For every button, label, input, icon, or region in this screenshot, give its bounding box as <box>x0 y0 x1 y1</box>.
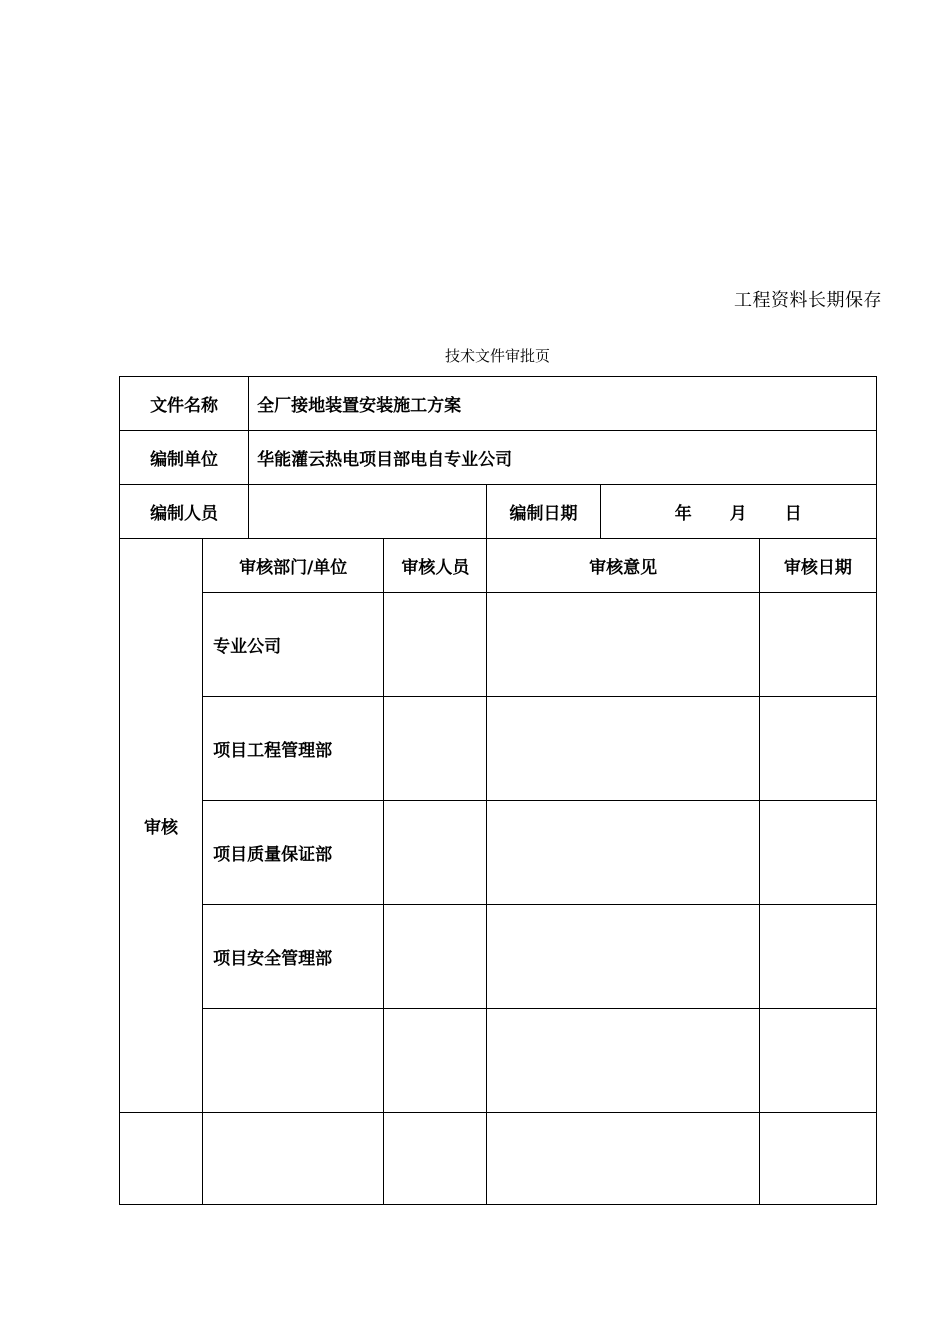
review-row <box>120 801 877 905</box>
review-opinion[interactable] <box>487 905 759 1009</box>
review-person[interactable] <box>384 697 487 801</box>
retention-label: 工程资料长期保存 <box>734 290 882 311</box>
review-person[interactable] <box>384 905 487 1009</box>
review-dept: 专业公司 <box>203 593 384 697</box>
footer-label[interactable] <box>120 1113 203 1205</box>
footer-date[interactable] <box>759 1113 876 1205</box>
review-row <box>120 1009 877 1113</box>
review-opinion[interactable] <box>487 593 759 697</box>
date-day: 日 <box>784 504 802 524</box>
review-opinion[interactable] <box>487 697 759 801</box>
review-date[interactable] <box>759 801 876 905</box>
review-col-date: 审核日期 <box>759 539 876 593</box>
review-row <box>120 593 877 697</box>
review-person[interactable] <box>384 801 487 905</box>
document-title: 技术文件审批页 <box>444 347 550 365</box>
review-dept[interactable] <box>203 1009 384 1113</box>
footer-dept[interactable] <box>203 1113 384 1205</box>
review-opinion[interactable] <box>487 1009 759 1113</box>
review-col-person: 审核人员 <box>384 539 487 593</box>
unit-value[interactable]: 华能灌云热电项目部电自专业公司 <box>249 431 877 485</box>
person-label: 编制人员 <box>120 485 249 539</box>
review-section-label: 审核 <box>120 539 203 1113</box>
review-dept: 项目工程管理部 <box>203 697 384 801</box>
person-date-row <box>120 485 877 539</box>
review-dept: 项目安全管理部 <box>203 905 384 1009</box>
review-date[interactable] <box>759 1009 876 1113</box>
footer-person[interactable] <box>384 1113 487 1205</box>
file-name-row <box>120 377 877 431</box>
date-value[interactable] <box>600 485 876 539</box>
review-opinion[interactable] <box>487 801 759 905</box>
review-date[interactable] <box>759 593 876 697</box>
approval-table <box>119 376 877 1205</box>
unit-row <box>120 431 877 485</box>
review-col-opinion: 审核意见 <box>487 539 759 593</box>
review-col-dept: 审核部门/单位 <box>203 539 384 593</box>
review-date[interactable] <box>759 905 876 1009</box>
footer-row <box>120 1113 877 1205</box>
date-year: 年 <box>674 504 692 524</box>
review-person[interactable] <box>384 593 487 697</box>
unit-label: 编制单位 <box>120 431 249 485</box>
file-name-label: 文件名称 <box>120 377 249 431</box>
person-value[interactable] <box>249 485 487 539</box>
review-row <box>120 905 877 1009</box>
file-name-value[interactable]: 全厂接地装置安装施工方案 <box>249 377 877 431</box>
footer-opinion[interactable] <box>487 1113 759 1205</box>
review-header-row <box>120 539 877 593</box>
review-date[interactable] <box>759 697 876 801</box>
review-person[interactable] <box>384 1009 487 1113</box>
review-row <box>120 697 877 801</box>
date-label: 编制日期 <box>487 485 600 539</box>
date-month: 月 <box>729 504 747 524</box>
review-dept: 项目质量保证部 <box>203 801 384 905</box>
